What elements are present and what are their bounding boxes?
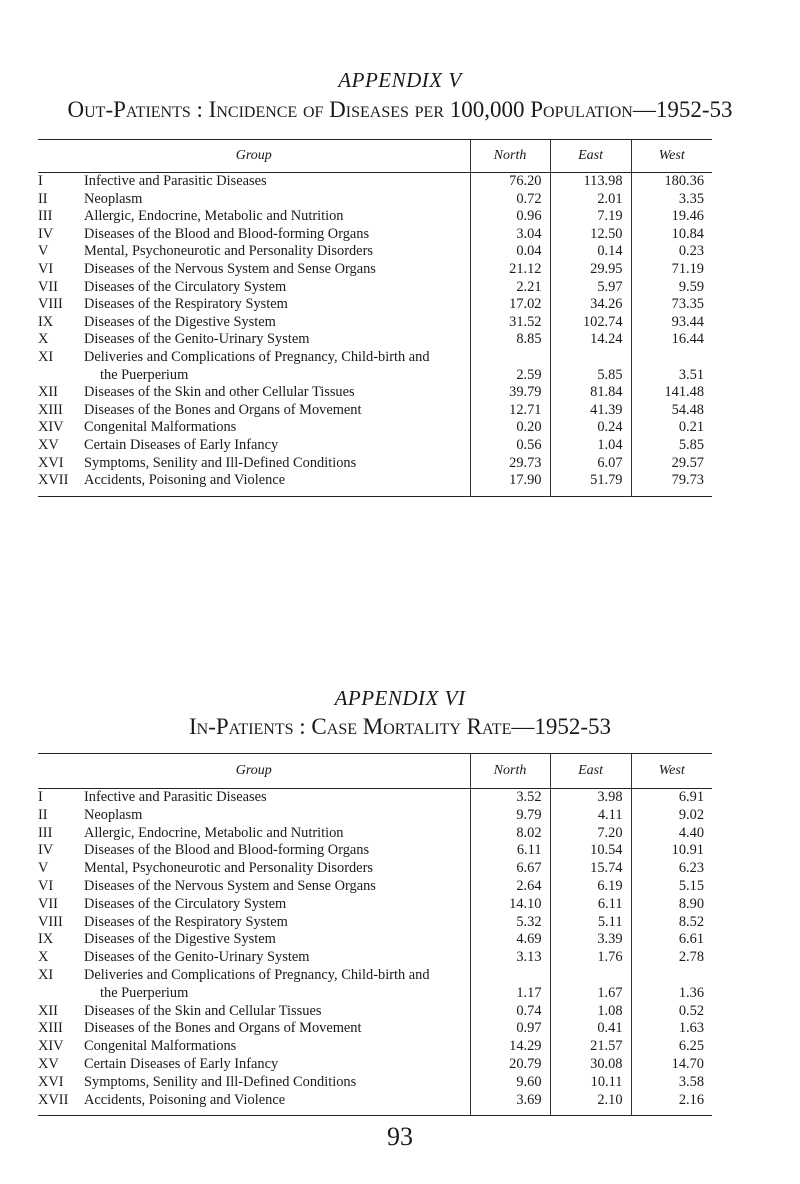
value-north: 0.97	[470, 1020, 550, 1038]
disease-group-label: Diseases of the Respiratory System	[84, 296, 288, 313]
table-header-row	[38, 140, 712, 173]
value-north: 17.90	[470, 472, 550, 496]
appendix-v-subtitle: Out-Patients : Incidence of Diseases per 100,000 Population—1952-53	[67, 97, 733, 122]
disease-group-name	[84, 1038, 470, 1056]
table-row	[38, 842, 712, 860]
value-north: 14.10	[470, 896, 550, 914]
disease-group-label: Deliveries and Complications of Pregnancy, Child-birth and	[84, 348, 430, 365]
value-west: 9.59	[631, 279, 712, 297]
appendix-vi-title: APPENDIX VI	[334, 686, 466, 710]
disease-group-label: Certain Diseases of Early Infancy	[84, 436, 279, 453]
value-north: 9.79	[470, 807, 550, 825]
table-row	[38, 789, 712, 807]
table-header-row	[38, 754, 712, 789]
value-east: 1.04	[550, 437, 631, 455]
group-numeral: XVI	[38, 454, 64, 471]
disease-group-name	[84, 896, 470, 914]
disease-group-name	[84, 949, 470, 967]
value-west: 10.91	[631, 842, 712, 860]
disease-group-name	[84, 1056, 470, 1074]
table-row	[38, 472, 712, 496]
value-north: 2.21	[470, 279, 550, 297]
disease-group-label: Diseases of the Circulatory System	[84, 278, 287, 295]
value-west: 1.63	[631, 1020, 712, 1038]
table-row	[38, 191, 712, 209]
group-numeral: IX	[38, 931, 54, 948]
value-west: 3.51	[631, 349, 712, 384]
value-west: 141.48	[631, 384, 712, 402]
table-row	[38, 1056, 712, 1074]
disease-group-label: Congenital Malformations	[84, 1038, 237, 1055]
table-row	[38, 419, 712, 437]
disease-group-name	[84, 1020, 470, 1038]
group-numeral: XII	[38, 384, 58, 401]
value-east: 41.39	[550, 402, 631, 420]
value-east: 51.79	[550, 472, 631, 496]
value-east: 1.76	[550, 949, 631, 967]
value-north: 76.20	[470, 173, 550, 191]
value-east: 3.39	[550, 931, 631, 949]
table-row	[38, 402, 712, 420]
value-west: 6.25	[631, 1038, 712, 1056]
group-numeral: IV	[38, 225, 54, 242]
value-west: 19.46	[631, 208, 712, 226]
value-east: 1.08	[550, 1003, 631, 1021]
appendix-v-title: APPENDIX V	[338, 68, 462, 92]
value-west: 6.23	[631, 860, 712, 878]
group-numeral: VII	[38, 278, 58, 295]
value-east: 21.57	[550, 1038, 631, 1056]
value-east: 4.11	[550, 807, 631, 825]
table-row	[38, 437, 712, 455]
table-row	[38, 208, 712, 226]
value-north: 0.72	[470, 191, 550, 209]
disease-group-label: Infective and Parasitic Diseases	[84, 789, 267, 805]
value-north: 3.69	[470, 1092, 550, 1116]
value-east: 5.85	[550, 349, 631, 384]
disease-group-name	[84, 455, 470, 473]
value-west: 180.36	[631, 173, 712, 191]
value-west: 54.48	[631, 402, 712, 420]
outpatients-incidence-table	[38, 139, 712, 497]
group-numeral: XVI	[38, 1073, 64, 1090]
table-row	[38, 243, 712, 261]
value-north: 3.52	[470, 789, 550, 807]
value-north: 8.02	[470, 825, 550, 843]
disease-group-label: Diseases of the Blood and Blood-forming Organs	[84, 225, 370, 242]
value-north: 39.79	[470, 384, 550, 402]
value-north: 6.67	[470, 860, 550, 878]
disease-group-label: Allergic, Endocrine, Metabolic and Nutrition	[84, 824, 344, 841]
table-row	[38, 279, 712, 297]
value-east: 14.24	[550, 331, 631, 349]
header-group: Group	[38, 754, 470, 789]
table-row	[38, 314, 712, 332]
disease-group-label: Allergic, Endocrine, Metabolic and Nutrition	[84, 208, 344, 225]
group-numeral: IX	[38, 313, 54, 330]
group-numeral: XV	[38, 436, 59, 453]
disease-group-label: Symptoms, Senility and Ill-Defined Conditions	[84, 454, 357, 471]
disease-group-name	[84, 825, 470, 843]
disease-group-label: Diseases of the Genito-Urinary System	[84, 331, 310, 348]
table-row	[38, 896, 712, 914]
value-east: 6.07	[550, 455, 631, 473]
disease-group-label: Neoplasm	[84, 806, 143, 823]
table-row	[38, 226, 712, 244]
value-west: 8.52	[631, 914, 712, 932]
table-row	[38, 1092, 712, 1116]
group-numeral: VI	[38, 260, 54, 277]
group-numeral: X	[38, 331, 49, 348]
value-east: 0.24	[550, 419, 631, 437]
value-north: 6.11	[470, 842, 550, 860]
value-east: 3.98	[550, 789, 631, 807]
disease-group-name	[84, 261, 470, 279]
disease-group-name	[84, 807, 470, 825]
value-west: 3.35	[631, 191, 712, 209]
value-west: 14.70	[631, 1056, 712, 1074]
table-row	[38, 173, 712, 191]
disease-group-label: Mental, Psychoneurotic and Personality Disorders	[84, 860, 373, 877]
header-north: North	[470, 754, 550, 789]
group-numeral: IV	[38, 842, 54, 859]
disease-group-name	[84, 243, 470, 261]
group-numeral: II	[38, 806, 48, 823]
disease-group-name	[84, 296, 470, 314]
disease-group-label: Congenital Malformations	[84, 419, 237, 436]
disease-group-name	[84, 226, 470, 244]
value-west: 1.36	[631, 967, 712, 1003]
value-east: 2.10	[550, 1092, 631, 1116]
disease-group-name	[84, 931, 470, 949]
value-east: 10.54	[550, 842, 631, 860]
value-east: 5.97	[550, 279, 631, 297]
disease-group-name	[84, 1092, 470, 1116]
disease-group-label: Infective and Parasitic Diseases	[84, 173, 267, 189]
table-body	[38, 789, 712, 1116]
disease-group-label: Accidents, Poisoning and Violence	[84, 1091, 286, 1108]
value-west: 0.23	[631, 243, 712, 261]
group-numeral: III	[38, 208, 53, 225]
value-east: 0.14	[550, 243, 631, 261]
inpatients-mortality-table	[38, 753, 712, 1116]
group-numeral: XII	[38, 1002, 58, 1019]
value-east: 81.84	[550, 384, 631, 402]
group-numeral: XIV	[38, 419, 64, 436]
disease-group-name	[84, 1003, 470, 1021]
disease-group-label: Diseases of the Circulatory System	[84, 895, 287, 912]
value-west: 9.02	[631, 807, 712, 825]
disease-group-label: Diseases of the Digestive System	[84, 931, 276, 948]
table-row	[38, 296, 712, 314]
value-north: 0.74	[470, 1003, 550, 1021]
disease-group-label: Neoplasm	[84, 190, 143, 207]
value-north: 9.60	[470, 1074, 550, 1092]
value-west: 5.85	[631, 437, 712, 455]
value-east: 6.11	[550, 896, 631, 914]
disease-group-label: Symptoms, Senility and Ill-Defined Conditions	[84, 1073, 357, 1090]
value-west: 5.15	[631, 878, 712, 896]
value-north: 17.02	[470, 296, 550, 314]
disease-group-label: Diseases of the Bones and Organs of Movement	[84, 1020, 362, 1037]
value-north: 0.56	[470, 437, 550, 455]
group-numeral: XI	[38, 348, 54, 365]
header-west: West	[631, 754, 712, 789]
value-north: 4.69	[470, 931, 550, 949]
disease-group-name	[84, 279, 470, 297]
value-west: 16.44	[631, 331, 712, 349]
header-east: East	[550, 140, 631, 173]
value-north: 3.04	[470, 226, 550, 244]
value-west: 4.40	[631, 825, 712, 843]
value-north: 8.85	[470, 331, 550, 349]
value-west: 0.52	[631, 1003, 712, 1021]
value-north: 21.12	[470, 261, 550, 279]
table-row	[38, 1003, 712, 1021]
value-west: 6.91	[631, 789, 712, 807]
table-row	[38, 825, 712, 843]
value-west: 71.19	[631, 261, 712, 279]
group-numeral: VI	[38, 877, 54, 894]
value-west: 93.44	[631, 314, 712, 332]
header-group: Group	[38, 140, 470, 173]
disease-group-label: Diseases of the Genito-Urinary System	[84, 949, 310, 966]
disease-group-label: the Puerperium	[100, 984, 189, 1001]
group-numeral: VIII	[38, 913, 63, 930]
group-numeral: V	[38, 243, 49, 260]
value-east: 7.20	[550, 825, 631, 843]
value-west: 8.90	[631, 896, 712, 914]
disease-group-name	[84, 860, 470, 878]
value-north: 0.96	[470, 208, 550, 226]
disease-group-name	[84, 1074, 470, 1092]
value-north: 12.71	[470, 402, 550, 420]
disease-group-name	[84, 914, 470, 932]
disease-group-name	[84, 384, 470, 402]
disease-group-label: Deliveries and Complications of Pregnancy, Child-birth and	[84, 966, 430, 983]
group-numeral: I	[38, 173, 43, 189]
page-number: 93	[387, 1122, 413, 1151]
value-north: 1.17	[470, 967, 550, 1003]
group-numeral: XVII	[38, 472, 69, 489]
value-east: 7.19	[550, 208, 631, 226]
value-west: 10.84	[631, 226, 712, 244]
header-west: West	[631, 140, 712, 173]
value-west: 2.16	[631, 1092, 712, 1116]
disease-group-label: Diseases of the Digestive System	[84, 313, 276, 330]
value-north: 14.29	[470, 1038, 550, 1056]
disease-group-name	[84, 331, 470, 349]
group-numeral: VII	[38, 895, 58, 912]
disease-group-label: Certain Diseases of Early Infancy	[84, 1055, 279, 1072]
disease-group-name	[84, 173, 470, 191]
header-east: East	[550, 754, 631, 789]
value-north: 0.20	[470, 419, 550, 437]
table-row	[38, 261, 712, 279]
group-numeral: XIV	[38, 1038, 64, 1055]
disease-group-name	[84, 314, 470, 332]
value-north: 0.04	[470, 243, 550, 261]
disease-group-label: Accidents, Poisoning and Violence	[84, 472, 286, 489]
disease-group-label: Mental, Psychoneurotic and Personality Disorders	[84, 243, 373, 260]
value-west: 3.58	[631, 1074, 712, 1092]
value-east: 1.67	[550, 967, 631, 1003]
table-row	[38, 914, 712, 932]
table-row	[38, 1074, 712, 1092]
value-east: 102.74	[550, 314, 631, 332]
header-north: North	[470, 140, 550, 173]
value-east: 30.08	[550, 1056, 631, 1074]
value-north: 3.13	[470, 949, 550, 967]
disease-group-label: Diseases of the Blood and Blood-forming Organs	[84, 842, 370, 859]
disease-group-label: Diseases of the Nervous System and Sense Organs	[84, 877, 376, 894]
value-north: 31.52	[470, 314, 550, 332]
disease-group-name	[84, 967, 470, 1003]
disease-group-name	[84, 191, 470, 209]
value-east: 113.98	[550, 173, 631, 191]
value-west: 6.61	[631, 931, 712, 949]
group-numeral: X	[38, 949, 49, 966]
value-north: 29.73	[470, 455, 550, 473]
table-row	[38, 384, 712, 402]
group-numeral: XV	[38, 1055, 59, 1072]
table-row	[38, 1038, 712, 1056]
value-east: 6.19	[550, 878, 631, 896]
table-row	[38, 967, 712, 1003]
value-north: 20.79	[470, 1056, 550, 1074]
table-row	[38, 807, 712, 825]
group-numeral: II	[38, 190, 48, 207]
value-north: 2.59	[470, 349, 550, 384]
value-east: 12.50	[550, 226, 631, 244]
group-numeral: XVII	[38, 1091, 69, 1108]
value-east: 29.95	[550, 261, 631, 279]
disease-group-name	[84, 208, 470, 226]
disease-group-name	[84, 878, 470, 896]
table-row	[38, 931, 712, 949]
disease-group-label: Diseases of the Bones and Organs of Movement	[84, 401, 362, 418]
table-body	[38, 173, 712, 497]
group-numeral: I	[38, 789, 43, 805]
value-west: 79.73	[631, 472, 712, 496]
value-east: 34.26	[550, 296, 631, 314]
value-west: 29.57	[631, 455, 712, 473]
value-west: 73.35	[631, 296, 712, 314]
disease-group-name	[84, 472, 470, 496]
value-north: 2.64	[470, 878, 550, 896]
table-row	[38, 949, 712, 967]
disease-group-label: Diseases of the Skin and Cellular Tissues	[84, 1002, 322, 1019]
group-numeral: XIII	[38, 401, 63, 418]
value-east: 15.74	[550, 860, 631, 878]
disease-group-label: the Puerperium	[100, 366, 189, 383]
disease-group-name	[84, 402, 470, 420]
group-numeral: XIII	[38, 1020, 63, 1037]
value-west: 0.21	[631, 419, 712, 437]
disease-group-label: Diseases of the Nervous System and Sense Organs	[84, 260, 376, 277]
disease-group-name	[84, 349, 470, 384]
value-north: 5.32	[470, 914, 550, 932]
table-row	[38, 878, 712, 896]
table-row	[38, 331, 712, 349]
value-east: 0.41	[550, 1020, 631, 1038]
group-numeral: V	[38, 860, 49, 877]
value-east: 10.11	[550, 1074, 631, 1092]
disease-group-name	[84, 437, 470, 455]
group-numeral: III	[38, 824, 53, 841]
table-row	[38, 860, 712, 878]
value-east: 5.11	[550, 914, 631, 932]
disease-group-name	[84, 419, 470, 437]
value-east: 2.01	[550, 191, 631, 209]
table-row	[38, 455, 712, 473]
group-numeral: XI	[38, 966, 54, 983]
table-row	[38, 1020, 712, 1038]
disease-group-name	[84, 789, 470, 807]
disease-group-name	[84, 842, 470, 860]
disease-group-label: Diseases of the Skin and other Cellular Tissues	[84, 384, 355, 401]
disease-group-label: Diseases of the Respiratory System	[84, 913, 288, 930]
table-row	[38, 349, 712, 384]
value-west: 2.78	[631, 949, 712, 967]
appendix-vi-subtitle: In-Patients : Case Mortality Rate—1952-53	[188, 714, 612, 739]
group-numeral: VIII	[38, 296, 63, 313]
